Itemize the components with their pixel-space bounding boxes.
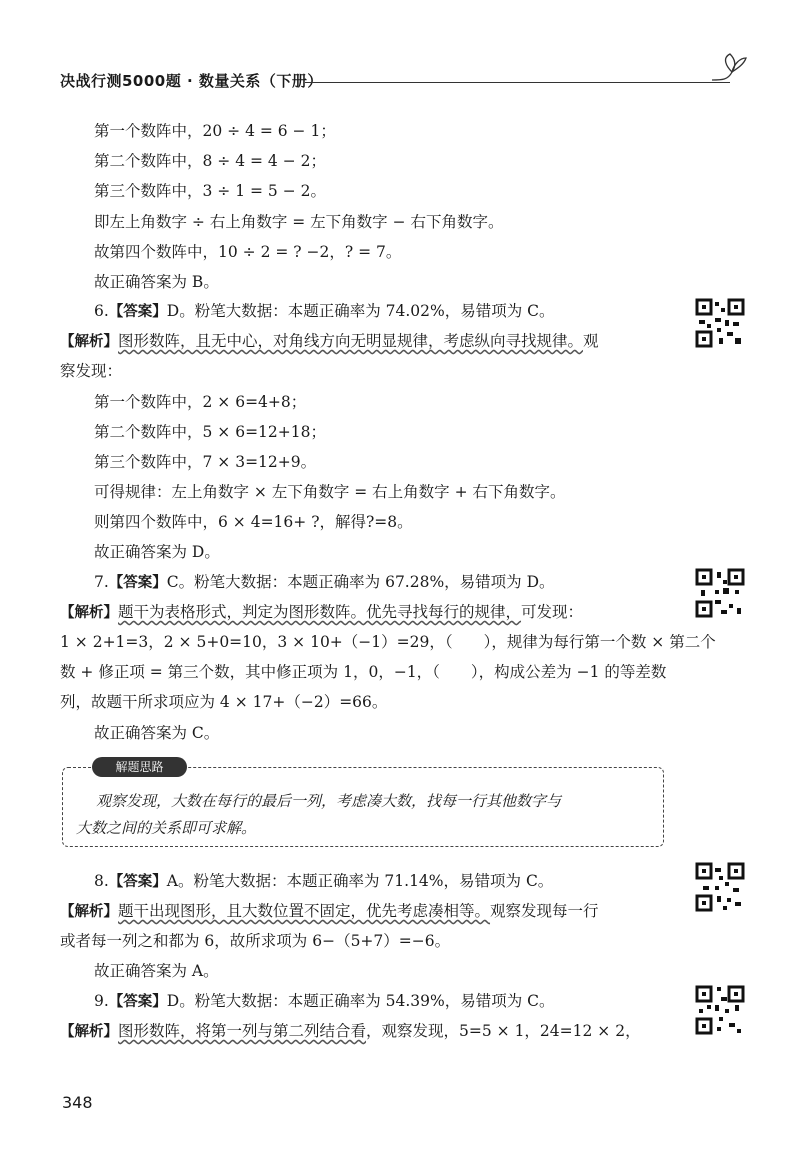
analysis-text: 观察发现每一行	[490, 902, 599, 920]
qr-code-icon[interactable]	[695, 568, 745, 618]
analysis-text: 观	[583, 332, 599, 350]
answer-text: D。粉笔大数据：本题正确率为 54.39%，易错项为 C。	[166, 992, 555, 1010]
qr-code-icon[interactable]	[695, 298, 745, 348]
analysis-text: ，观察发现，5=5 × 1，24=12 × 2，	[366, 1022, 641, 1040]
answer-line-8	[94, 870, 553, 893]
page-number: 348	[62, 1093, 93, 1112]
text-line: 第一个数阵中，2 × 6=4+8；	[94, 393, 307, 411]
qr-code-icon[interactable]	[695, 862, 745, 912]
text-line: 第三个数阵中，7 × 3=12+9。	[94, 453, 317, 471]
qr-code-icon[interactable]	[695, 985, 745, 1035]
answer-line-7	[94, 571, 555, 594]
text-line: 1 × 2+1=3，2 × 5+0=10，3 × 10+（−1）=29，（ ），规律为每行第一个数 × 第二个	[60, 633, 716, 651]
text-line: 列，故题干所求项应为 4 × 17+（−2）=66。	[60, 693, 388, 711]
answer-line-9	[94, 990, 555, 1013]
question-number: 9.	[94, 992, 109, 1010]
analysis-highlight: 题干为表格形式，判定为图形数阵。优先寻找每行的规律，	[118, 603, 522, 621]
answer-line-6	[94, 300, 555, 323]
question-number: 6.	[94, 302, 109, 320]
analysis-line-8	[60, 900, 599, 923]
text-line: 第二个数阵中，5 × 6=12+18；	[94, 423, 326, 441]
text-line: 则第四个数阵中，6 × 4=16+ ?，解得?=8。	[94, 513, 413, 531]
answer-text: C。粉笔大数据：本题正确率为 67.28%，易错项为 D。	[166, 573, 555, 591]
tip-text: 大数之间的关系即可求解。	[76, 819, 257, 837]
header-rule	[305, 82, 730, 83]
answer-tag: 【答案】	[108, 994, 167, 1010]
analysis-tag: 【解析】	[60, 1024, 118, 1040]
question-number: 8.	[94, 872, 109, 890]
text-line: 第二个数阵中，8 ÷ 4 = 4 − 2；	[94, 152, 326, 170]
text-line: 第三个数阵中，3 ÷ 1 = 5 − 2。	[94, 182, 326, 200]
answer-tag: 【答案】	[108, 874, 167, 890]
text-line: 故正确答案为 D。	[94, 543, 220, 561]
text-line: 察发现：	[60, 362, 123, 380]
answer-text: D。粉笔大数据：本题正确率为 74.02%，易错项为 C。	[166, 302, 555, 320]
text-line: 故正确答案为 C。	[94, 724, 220, 742]
analysis-tag: 【解析】	[60, 334, 118, 350]
analysis-text: 可发现：	[521, 603, 584, 621]
analysis-highlight: 图形数阵，且无中心，对角线方向无明显规律，考虑纵向寻找规律。	[118, 332, 584, 350]
analysis-tag: 【解析】	[60, 605, 118, 621]
text-line: 或者每一列之和都为 6，故所求项为 6−（5+7）=−6。	[60, 932, 451, 950]
text-line: 数 + 修正项 = 第三个数，其中修正项为 1，0，−1，（ ），构成公差为 −1 的等差数	[60, 663, 667, 681]
tip-label: 解题思路	[92, 757, 187, 777]
question-number: 7.	[94, 573, 109, 591]
analysis-line-9	[60, 1020, 641, 1043]
text-line: 第一个数阵中，20 ÷ 4 = 6 − 1；	[94, 122, 336, 140]
answer-text: A。粉笔大数据：本题正确率为 71.14%，易错项为 C。	[166, 872, 554, 890]
analysis-highlight: 图形数阵，将第一列与第二列结合看	[118, 1022, 367, 1040]
analysis-highlight: 题干出现图形，且大数位置不固定，优先考虑凑相等。	[118, 902, 491, 920]
text-line: 可得规律：左上角数字 × 左下角数字 = 右上角数字 + 右下角数字。	[94, 483, 566, 501]
text-line: 故正确答案为 A。	[94, 962, 219, 980]
text-line: 即左上角数字 ÷ 右上角数字 = 左下角数字 − 右下角数字。	[94, 213, 504, 231]
analysis-tag: 【解析】	[60, 904, 118, 920]
analysis-line-6	[60, 330, 599, 353]
text-line: 故第四个数阵中，10 ÷ 2 = ? −2，? = 7。	[94, 243, 402, 261]
running-header: 决战行测5000题 · 数量关系（下册）	[60, 72, 323, 90]
analysis-line-7	[60, 601, 583, 624]
answer-tag: 【答案】	[108, 575, 167, 591]
sprout-icon	[708, 50, 748, 84]
answer-tag: 【答案】	[108, 304, 167, 320]
text-line: 故正确答案为 B。	[94, 273, 219, 291]
tip-text: 观察发现，大数在每行的最后一列，考虑凑大数，找每一行其他数字与	[96, 792, 562, 810]
